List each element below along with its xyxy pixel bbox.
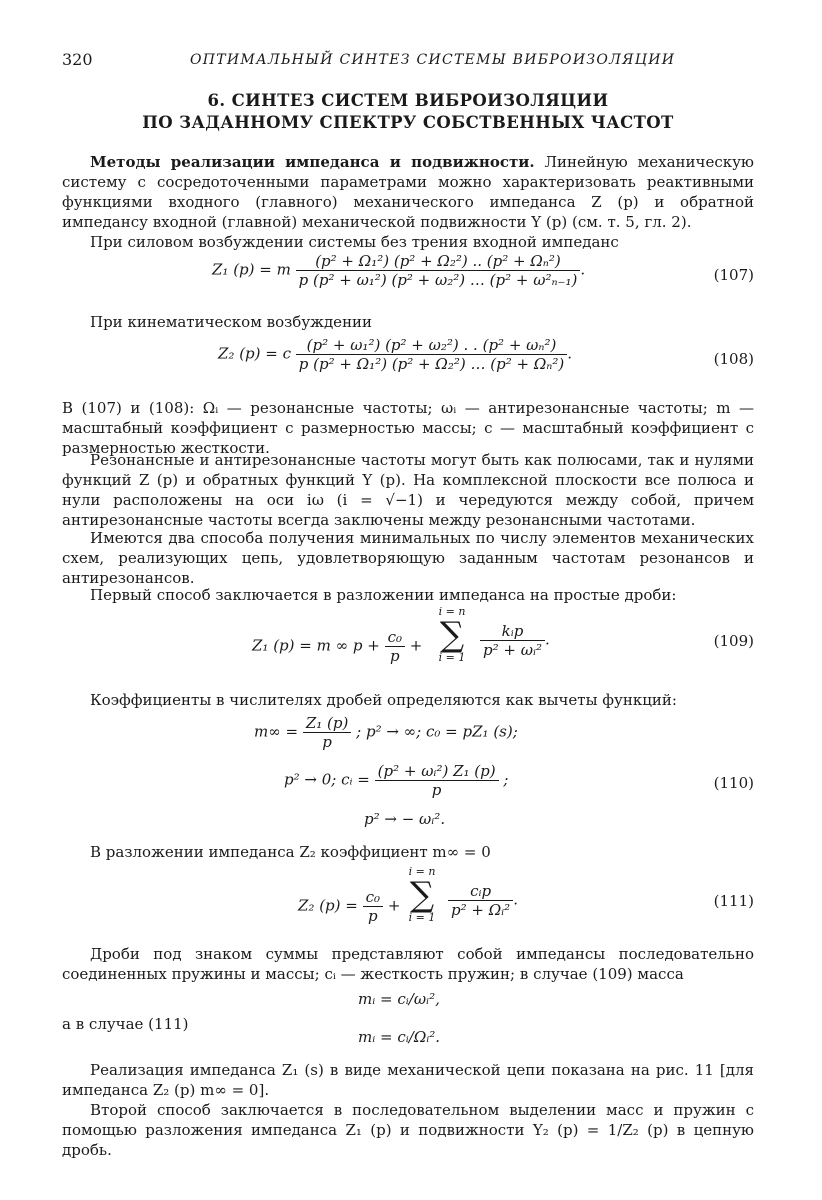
eq107-number: (107) xyxy=(713,266,754,284)
eq110-line2-den: p xyxy=(431,781,442,799)
eq109-sum-bottom: i = 1 xyxy=(438,651,466,664)
eq109-plus: + xyxy=(409,636,423,655)
eq107-lhs: Z₁ (p) = m xyxy=(212,260,291,279)
eq111-sum-bottom: i = 1 xyxy=(408,911,436,924)
eq109-number: (109) xyxy=(713,632,754,650)
eq109-c0-num: c₀ xyxy=(385,628,405,647)
paragraph-9: В разложении импеданса Z₂ коэффициент m∞ = 0 xyxy=(90,843,491,861)
eq109-term-fraction xyxy=(480,622,545,659)
paragraph-13: Второй способ заключается в последовательном выделении масс и пружин с помощью разложения импеданса Z₁ (p) и подвижности Y₂ (p) = 1/Z₂ (p) в цепную дробь. xyxy=(62,1101,754,1159)
eq110-line1-lhs: m∞ = xyxy=(254,722,299,741)
eq110-line2-lhs: p² → 0; cᵢ = xyxy=(284,770,370,789)
paragraph-1 xyxy=(62,152,754,232)
eq111-sum-top: i = n xyxy=(408,865,436,878)
paragraph-3: При кинематическом возбуждении xyxy=(90,313,373,331)
eq110-line3: p² → − ωᵢ². xyxy=(364,810,446,828)
paragraph-8: Коэффициенты в числителях дробей определяются как вычеты функций: xyxy=(90,691,677,709)
sum-icon: ∑ xyxy=(439,615,465,655)
eq111-c0-den: p xyxy=(368,907,378,925)
eq108-number: (108) xyxy=(713,350,754,368)
section-title-line1: 6. СИНТЕЗ СИСТЕМ ВИБРОИЗОЛЯЦИИ xyxy=(207,91,609,110)
paragraph-7: Первый способ заключается в разложении импеданса на простые дроби: xyxy=(90,586,677,604)
sum-icon: ∑ xyxy=(409,875,435,915)
eq111-c0-num: c₀ xyxy=(363,888,383,907)
eq110-line1-rest: ; p² → ∞; c₀ = pZ₁ (s); xyxy=(356,722,518,741)
running-title: ОПТИМАЛЬНЫЙ СИНТЕЗ СИСТЕМЫ ВИБРОИЗОЛЯЦИИ xyxy=(190,52,676,68)
eq111-term-den: p² + Ωᵢ² xyxy=(451,901,511,919)
eq111-term-num: cᵢp xyxy=(448,882,513,901)
eq111-term-fraction xyxy=(448,882,513,919)
paragraph-12: Реализация импеданса Z₁ (s) в виде механической цепи показана на рис. 11 [для импеданса Z₂ (p) m∞ = 0]. xyxy=(62,1061,754,1099)
paragraph-4: В (107) и (108): Ωᵢ — резонансные частоты; ωᵢ — антирезонансные частоты; m — масштабный коэффициент с размерностью массы; c — масштабный коэффициент с размерностью жесткости. xyxy=(62,399,754,457)
eq109-term-num: kᵢp xyxy=(480,622,545,641)
eq109-sum xyxy=(432,606,472,664)
paragraph-11: а в случае (111) xyxy=(62,1015,189,1033)
equation-mass-2 xyxy=(62,1028,754,1050)
mass-formula-2: mᵢ = cᵢ/Ωᵢ². xyxy=(358,1028,441,1046)
eq111-plus: + xyxy=(387,896,401,915)
eq109-c0-fraction xyxy=(385,628,405,665)
paragraph-10: Дроби под знаком суммы представляют собой импедансы последовательно соединенных пружины и массы; cᵢ — жесткость пружин; в случае (109) масса xyxy=(62,945,754,983)
eq111-number: (111) xyxy=(713,892,754,910)
equation-110 xyxy=(62,714,754,834)
eq110-number: (110) xyxy=(713,774,754,792)
eq111-sum xyxy=(402,866,442,924)
eq110-line2-num: (p² + ωᵢ²) Z₁ (p) xyxy=(375,762,499,781)
equation-109: Z₁ (p) = m ∞ p + $\frac{\text{c₀}}{p}$ + i = n ∑ i = 1 $\frac{\text{kᵢp}}{\text{p² + ωᵢ²}}$ . (109) xyxy=(252,605,754,665)
eq108-denominator: p (p² + Ω₁²) (p² + Ω₂²) … (p² + Ωₙ²) xyxy=(298,355,565,373)
equation-107: Z₁ (p) = m $\frac{\text{(p² + Ω₁²) (p² + Ω₂²) .. (p² + Ωₙ²)}}{\text{p (p² + ω₁²) (p² + ω₂²) … (p² + ω²ₙ₋₁)}}$ . (107) xyxy=(212,252,754,289)
paragraph-5: Резонансные и антирезонансные частоты могут быть как полюсами, так и нулями функций Z (p) и обратных функций Y (p). На комплексной плоскости все полюса и нули расположены на оси iω (i = √−1) и чередуются между собой, причем антирезонансные частоты всегда заключены между резонансными частотами. xyxy=(62,451,754,529)
eq110-line1-den: p xyxy=(322,733,332,751)
eq108-lhs: Z₂ (p) = c xyxy=(218,344,292,363)
eq107-denominator: p (p² + ω₁²) (p² + ω₂²) … (p² + ω²ₙ₋₁) xyxy=(298,271,578,289)
eq110-line2-fraction xyxy=(375,762,499,799)
equation-111: Z₂ (p) = $\frac{\text{c₀}}{p}$ + i = n ∑ i = 1 $\frac{\text{cᵢp}}{\text{p² + Ωᵢ²}}$ . (111) xyxy=(298,865,754,925)
eq110-line2-rest: ; xyxy=(503,770,509,789)
eq107-fraction xyxy=(296,252,581,289)
paragraph-6: Имеются два способа получения минимальных по числу элементов механических схем, реализующих цепь, удовлетворяющую заданным частотам резонансов и антирезонансов. xyxy=(62,529,754,587)
eq109-term-den: p² + ωᵢ² xyxy=(483,641,542,659)
eq108-numerator: (p² + ω₁²) (p² + ω₂²) . . (p² + ωₙ²) xyxy=(296,336,567,355)
paragraph-1-text: Линейную механическую систему с сосредоточенными параметрами можно характеризовать реактивными функциями входного (главного) механического импеданса Z (p) и обратной импедансу входной (главной) механической подвижности Y (p) (см. т. 5, гл. 2). xyxy=(62,153,754,231)
mass-formula-1: mᵢ = cᵢ/ωᵢ², xyxy=(358,990,440,1008)
eq109-lhs: Z₁ (p) = m ∞ p + xyxy=(252,636,380,655)
eq111-lhs: Z₂ (p) = xyxy=(298,896,358,915)
eq110-line1-fraction xyxy=(303,714,352,751)
running-header xyxy=(62,50,754,74)
eq109-c0-den: p xyxy=(390,647,400,665)
equation-mass-1 xyxy=(62,990,754,1012)
page-number: 320 xyxy=(62,50,93,69)
eq109-sum-top: i = n xyxy=(438,605,466,618)
eq108-fraction xyxy=(296,336,567,373)
paragraph-1-lead: Методы реализации импеданса и подвижности. xyxy=(90,153,535,171)
section-title-line2: ПО ЗАДАННОМУ СПЕКТРУ СОБСТВЕННЫХ ЧАСТОТ xyxy=(142,113,674,132)
eq110-line1-num: Z₁ (p) xyxy=(303,714,352,733)
equation-108: Z₂ (p) = c $\frac{\text{(p² + ω₁²) (p² + ω₂²) . . (p² + ωₙ²)}}{\text{p (p² + Ω₁²) (p² + Ω₂²) … (p² + Ωₙ²)}}$ . (108) xyxy=(218,336,754,373)
eq107-numerator: (p² + Ω₁²) (p² + Ω₂²) .. (p² + Ωₙ²) xyxy=(296,252,581,271)
paragraph-2: При силовом возбуждении системы без трения входной импеданс xyxy=(90,233,619,251)
eq111-c0-fraction xyxy=(363,888,383,925)
